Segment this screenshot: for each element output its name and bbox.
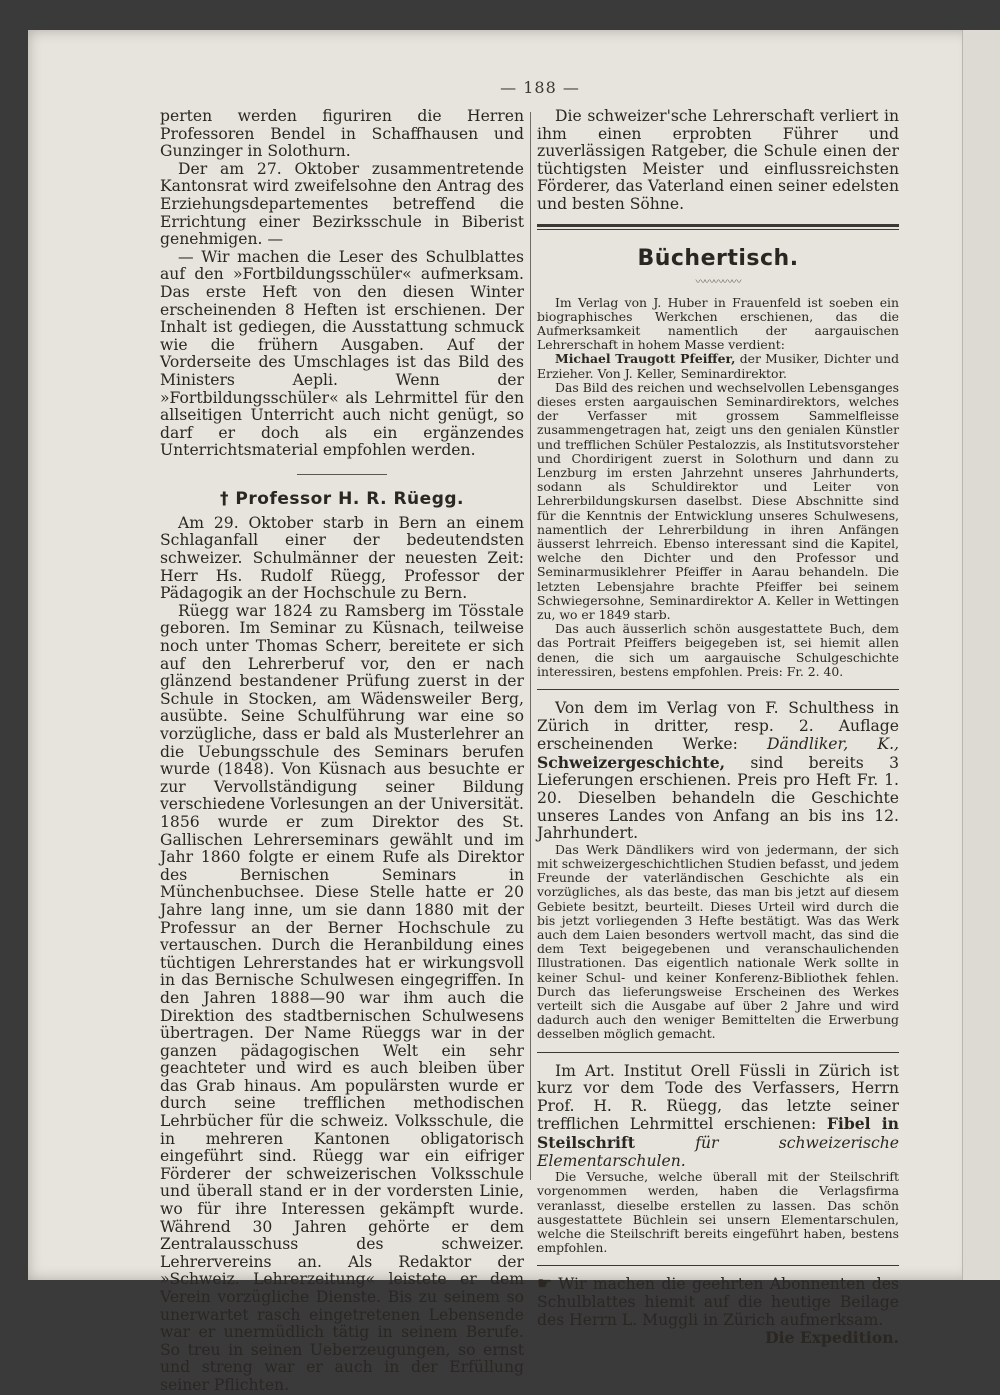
review-intro: Im Verlag von J. Huber in Frauenfeld ist soeben ein biographisches Werkchen erschienen, das die Aufmerksamkeit namentlich der aargauischen Lehrerschaft in hohem Masse verdient: (537, 294, 899, 353)
divider (537, 689, 899, 690)
separator (297, 474, 387, 475)
divider (537, 1265, 899, 1266)
review-intro: Von dem im Verlag von F. Schulthess in Zürich in dritter, resp. 2. Auflage erscheinenden Werke: Dändliker, K., Schweizergeschichte, sind bereits 3 Lieferungen erschienen. Preis pro Heft Fr. 1. 20. Dieselben behandeln die Geschichte unseres Landes von Anfang an bis ins 12. Jahrhundert. (537, 699, 899, 843)
review-body: Das auch äusserlich schön ausgestattete Buch, dem das Portrait Pfeiffers beigegeben ist, sei hiemit allen denen, die sich um aargauische Schulgeschichte interessiren, bestens empfohlen. Preis: Fr. 2. 40. (537, 621, 899, 679)
review-body: Die Versuche, welche überall mit der Steilschrift vorgenommen werden, haben die Verlagsfirma veranlasst, dieselbe erstellen zu lassen. Das schön ausgestattete Büchlein sei unsern Elementarschulen, welche die Steilschrift bereits eingeführt haben, bestens empfohlen. (537, 1169, 899, 1256)
divider (537, 1052, 899, 1053)
page-number: — 188 — (500, 78, 580, 97)
paragraph: — Wir machen die Leser des Schulblattes auf den »Fortbildungsschüler« aufmerksam. Das erste Heft von den diesen Winter erscheinenden 8 Heften ist erschienen. Der Inhalt ist gediegen, die Ausstattung schmuck wie die frühern Ausgaben. Auf der Vorderseite des Umschlages ist das Bild des Ministers Aepli. Wenn der »Fortbildungsschüler« als Lehrmittel für den allseitigen Unterricht auch nicht genügt, so darf er doch als ein ergänzendes Unterrichtsmaterial empfohlen werden. (160, 247, 524, 460)
paragraph: Rüegg war 1824 zu Ramsberg im Tösstale geboren. Im Seminar zu Küsnach, teilweise noch unter Thomas Scherr, bereitete er sich auf den Lehrerberuf vor, den er nach glänzend bestandener Prüfung zuerst in der Schule in Stocken, am Wädensweiler Berg, ausübte. Seine Schulführung war eine so vorzügliche, dass er bald als Musterlehrer an die Uebungsschule des Seminars berufen wurde (1848). Von Küsnach aus besuchte er zur Vervollständigung seiner Bildung verschiedene Vorlesungen an der Universität. 1856 wurde er zum Direktor des St. Gallischen Lehrerseminars gewählt und im Jahr 1860 folgte er einem Rufe als Direktor des Bernischen Seminars in Münchenbuchsee. Diese Stelle hatte er 20 Jahre lang inne, um sie dann 1880 mit der Professur an der Berner Hochschule zu vertauschen. Durch die Heranbildung eines tüchtigen Lehrerstandes hat er wirkungsvoll in das Bernische Schulwesen eingegriffen. In den Jahren 1888—90 war ihm auch die Direktion des stadtbernischen Schulwesens übertragen. Der Name Rüeggs war in der ganzen pädagogischen Welt ein sehr geachteter und wird es auch bleiben über das Grab hinaus. Am populärsten wurde er durch seine trefflichen methodischen Lehrbücher für die schweiz. Volksschule, die in mehreren Kantonen obligatorisch eingeführt sind. Rüegg war ein eifriger Förderer der schweizerischen Volksschule und überall stand er in der vordersten Linie, wo für ihre Interessen gekämpft wurde. Während 30 Jahren gehörte er dem Zentralausschuss des schweizer. Lehrervereins an. Als Redaktor der »Schweiz. Lehrerzeitung« leistete er dem Verein vorzügliche Dienste. Bis zu seinem so unerwartet rasch eingetretenen Lebensende war er unermüdlich tätig in seinem Berufe. So treu in seinen Ueberzeugungen, so ernst und streng war er auch in der Erfüllung seiner Pflichten. (160, 601, 524, 1394)
review-body: Das Werk Dändlikers wird von jedermann, der sich mit schweizergeschichtlichen Studien befasst, und jedem Freunde der vaterländischen Geschichte als ein vorzügliches, als das beste, das man bis jetzt auf diesem Gebiete besitzt, beurteilt. Dieses Urteil wird durch die bis jetzt vorliegenden 3 Hefte bestätigt. Was das Werk auch dem Laien besonders wertvoll macht, das sind die dem Text beigegebenen und veranschaulichenden Illustrationen. Das eigentlich nationale Werk sollte in keiner Schul- und keiner Konferenz-Bibliothek fehlen. Durch das lieferungsweise Erscheinen des Werkes verteilt sich die Ausgabe auf über 2 Jahre und wird dadurch auch den weniger Bemittelten die Erwerbung desselben möglich gemacht. (537, 841, 899, 1042)
section-rule (537, 224, 899, 227)
notice: ☛ Wir machen die geehrten Abonnenten des Schulblattes hiemit auf die heutige Beilage des Herrn L. Muggli in Zürich aufmerksam. (537, 1274, 899, 1329)
pointing-hand-icon: ☛ (537, 1274, 553, 1295)
left-column (160, 108, 524, 1395)
paragraph: Der am 27. Oktober zusammentretende Kantonsrat wird zweifelsohne den Antrag des Erziehungsdepartementes betreffend die Errichtung einer Bezirksschule in Biberist genehmigen. — (160, 159, 524, 249)
book-title: Michael Traugott Pfeiffer, (555, 351, 736, 367)
review-intro: Im Art. Institut Orell Füssli in Zürich ist kurz vor dem Tode des Verfassers, Herrn Prof. H. R. Rüegg, das letzte seiner trefflichen Lehrmittel erschienen: Fibel in Steilschrift für schweizerische Elementarschulen. (537, 1061, 899, 1170)
section-rule (537, 229, 899, 230)
obituary-heading: † Professor H. R. Rüegg. (220, 488, 464, 509)
paragraph: perten werden figuriren die Herren Professoren Bendel in Schaffhausen und Gunzinger in Solothurn. (160, 107, 524, 161)
review-body: Das Bild des reichen und wechselvollen Lebensganges dieses ersten aargauischen Seminardirektors, welches der Verfasser mit grossem Sammelfleisse zusammengetragen hat, zeigt uns den genialen Künstler und trefflichen Schüler Pestalozzis, als Institutsvorsteher und Chordirigent zuerst in Solothurn und dann zu Lenzburg im ersten Jahrzehnt unseres Jahrhunderts, sodann als Schuldirektor und Leiter von Lehrerbildungskursen daselbst. Diese Abschnitte sind für die Kenntnis der Entwicklung unseres Schulwesens, namentlich der Lehrerbildung in ihren Anfängen äusserst lehrreich. Ebenso interessant sind die Kapitel, welche den Dichter und den Professor und Seminarmusiklehrer Pfeiffer in Aarau behandeln. Die letzten Lebensjahre brachte Pfeiffer bei seinem Schwiegersohne, Seminardirektor A. Keller in Wettingen zu, wo er 1849 starb. (537, 379, 899, 623)
column-divider (530, 112, 531, 1180)
right-column (537, 108, 899, 1347)
section-title: Büchertisch. (637, 245, 799, 271)
review-title-line (537, 352, 899, 380)
ornament: 〰〰〰〰〰 (695, 276, 741, 288)
paragraph: Die schweizer'sche Lehrerschaft verliert in ihm einen erprobten Führer und zuverlässigen Ratgeber, die Schule einen der tüchtigsten Meister und einflussreichsten Förderer, das Vaterland einen seiner edelsten und besten Söhne. (537, 107, 899, 213)
book-subtitle: der Musiker, Dichter und Erzieher. Von J. Keller, Seminardirektor. (537, 351, 899, 381)
page-edge (962, 30, 1000, 1280)
signature: Die Expedition. (765, 1328, 899, 1348)
paragraph: Am 29. Oktober starb in Bern an einem Schlaganfall einer der bedeutendsten schweizer. Schulmänner der neuesten Zeit: Herr Hs. Rudolf Rüegg, Professor der Pädagogik an der Hochschule zu Bern. (160, 513, 524, 603)
